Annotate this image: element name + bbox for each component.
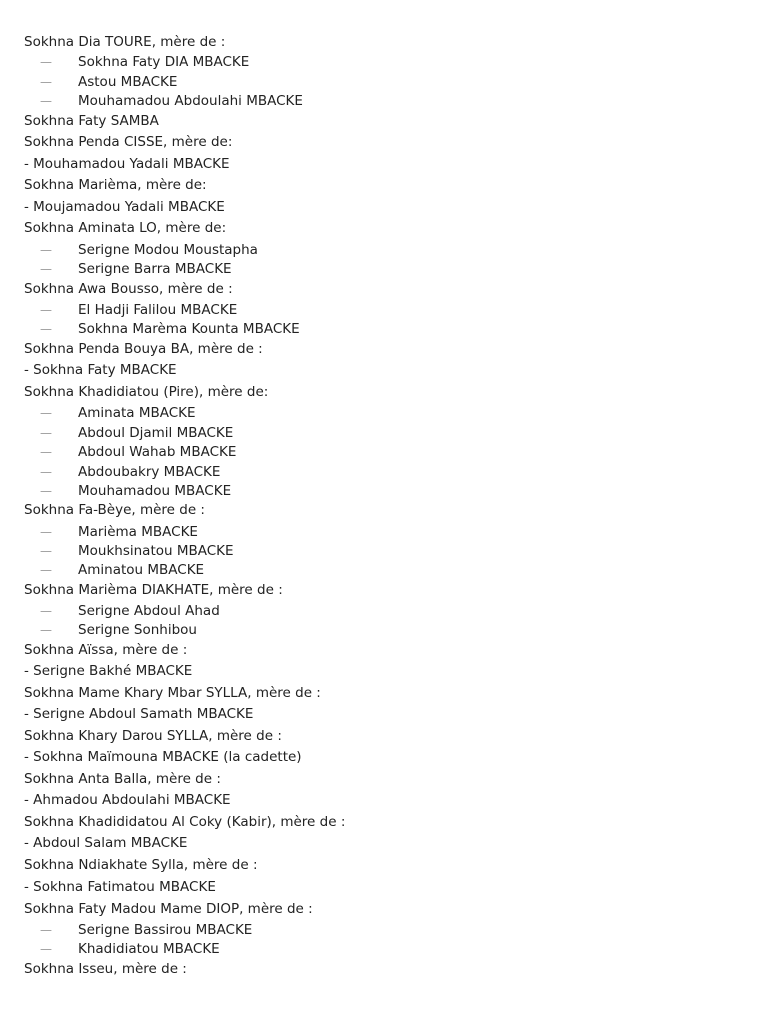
em-dash-bullet-icon: — [40,303,52,317]
child-name: Abdoubakry MBACKE [78,464,221,480]
child-dash-line: - Mouhamadou Yadali MBACKE [24,156,230,172]
em-dash-bullet-icon: — [40,262,52,276]
mother-heading: Sokhna Khadididatou Al Coky (Kabir), mère de : [24,814,346,830]
child-list-item [0,601,768,621]
child-dash-line: - Sokhna Maïmouna MBACKE (la cadette) [24,749,302,765]
mother-heading: Sokhna Ndiakhate Sylla, mère de : [24,857,258,873]
mother-heading: Sokhna Penda Bouya BA, mère de : [24,341,263,357]
em-dash-bullet-icon: — [40,604,52,618]
mother-heading: Sokhna Mame Khary Mbar SYLLA, mère de : [24,685,321,701]
child-list-item [0,620,768,640]
em-dash-bullet-icon: — [40,465,52,479]
child-name: Marièma MBACKE [78,524,198,540]
child-name: Sokhna Marèma Kounta MBACKE [78,321,300,337]
child-list-item [0,319,768,339]
child-list-item [0,403,768,423]
child-name: Serigne Sonhibou [78,622,197,638]
child-name: Khadidiatou MBACKE [78,941,220,957]
em-dash-bullet-icon: — [40,923,52,937]
child-name: Abdoul Wahab MBACKE [78,444,237,460]
child-name: Serigne Barra MBACKE [78,261,232,277]
child-list-item [0,259,768,279]
child-list-item [0,300,768,320]
mother-heading: Sokhna Awa Bousso, mère de : [24,281,233,297]
child-name: Astou MBACKE [78,74,178,90]
mother-heading: Sokhna Faty Madou Mame DIOP, mère de : [24,901,313,917]
child-dash-line: - Sokhna Faty MBACKE [24,362,177,378]
child-list-item [0,423,768,443]
child-dash-line: - Abdoul Salam MBACKE [24,835,188,851]
child-list-item [0,541,768,561]
em-dash-bullet-icon: — [40,544,52,558]
em-dash-bullet-icon: — [40,445,52,459]
mother-heading: Sokhna Khadidiatou (Pire), mère de: [24,384,269,400]
child-list-item [0,442,768,462]
mother-heading: Sokhna Dia TOURE, mère de : [24,34,226,50]
child-name: Abdoul Djamil MBACKE [78,425,234,441]
child-dash-line: - Ahmadou Abdoulahi MBACKE [24,792,231,808]
mother-heading: Sokhna Marièma, mère de: [24,177,207,193]
child-name: Aminata MBACKE [78,405,196,421]
em-dash-bullet-icon: — [40,426,52,440]
child-list-item [0,939,768,959]
child-list-item [0,462,768,482]
mother-heading: Sokhna Faty SAMBA [24,113,159,129]
em-dash-bullet-icon: — [40,525,52,539]
child-name: Mouhamadou MBACKE [78,483,232,499]
mother-heading: Sokhna Marièma DIAKHATE, mère de : [24,582,283,598]
child-list-item [0,560,768,580]
em-dash-bullet-icon: — [40,55,52,69]
em-dash-bullet-icon: — [40,942,52,956]
child-list-item [0,240,768,260]
child-dash-line: - Moujamadou Yadali MBACKE [24,199,225,215]
child-name: Serigne Modou Moustapha [78,242,258,258]
child-dash-line: - Serigne Bakhé MBACKE [24,663,193,679]
child-list-item [0,72,768,92]
em-dash-bullet-icon: — [40,94,52,108]
em-dash-bullet-icon: — [40,243,52,257]
child-name: Serigne Bassirou MBACKE [78,922,253,938]
em-dash-bullet-icon: — [40,322,52,336]
mother-heading: Sokhna Khary Darou SYLLA, mère de : [24,728,282,744]
mother-heading: Sokhna Anta Balla, mère de : [24,771,221,787]
em-dash-bullet-icon: — [40,406,52,420]
child-name: Serigne Abdoul Ahad [78,603,220,619]
child-list-item [0,522,768,542]
mother-heading: Sokhna Isseu, mère de : [24,961,187,977]
mother-heading: Sokhna Aïssa, mère de : [24,642,188,658]
em-dash-bullet-icon: — [40,563,52,577]
child-list-item [0,52,768,72]
child-list-item [0,920,768,940]
em-dash-bullet-icon: — [40,75,52,89]
child-dash-line: - Sokhna Fatimatou MBACKE [24,879,216,895]
child-dash-line: - Serigne Abdoul Samath MBACKE [24,706,254,722]
mother-heading: Sokhna Aminata LO, mère de: [24,220,227,236]
em-dash-bullet-icon: — [40,484,52,498]
mother-heading: Sokhna Penda CISSE, mère de: [24,134,233,150]
child-name: Aminatou MBACKE [78,562,205,578]
em-dash-bullet-icon: — [40,623,52,637]
child-name: Sokhna Faty DIA MBACKE [78,54,250,70]
child-name: Moukhsinatou MBACKE [78,543,234,559]
mother-heading: Sokhna Fa-Bèye, mère de : [24,502,205,518]
child-list-item [0,91,768,111]
child-name: El Hadji Falilou MBACKE [78,302,238,318]
child-name: Mouhamadou Abdoulahi MBACKE [78,93,303,109]
child-list-item [0,481,768,501]
